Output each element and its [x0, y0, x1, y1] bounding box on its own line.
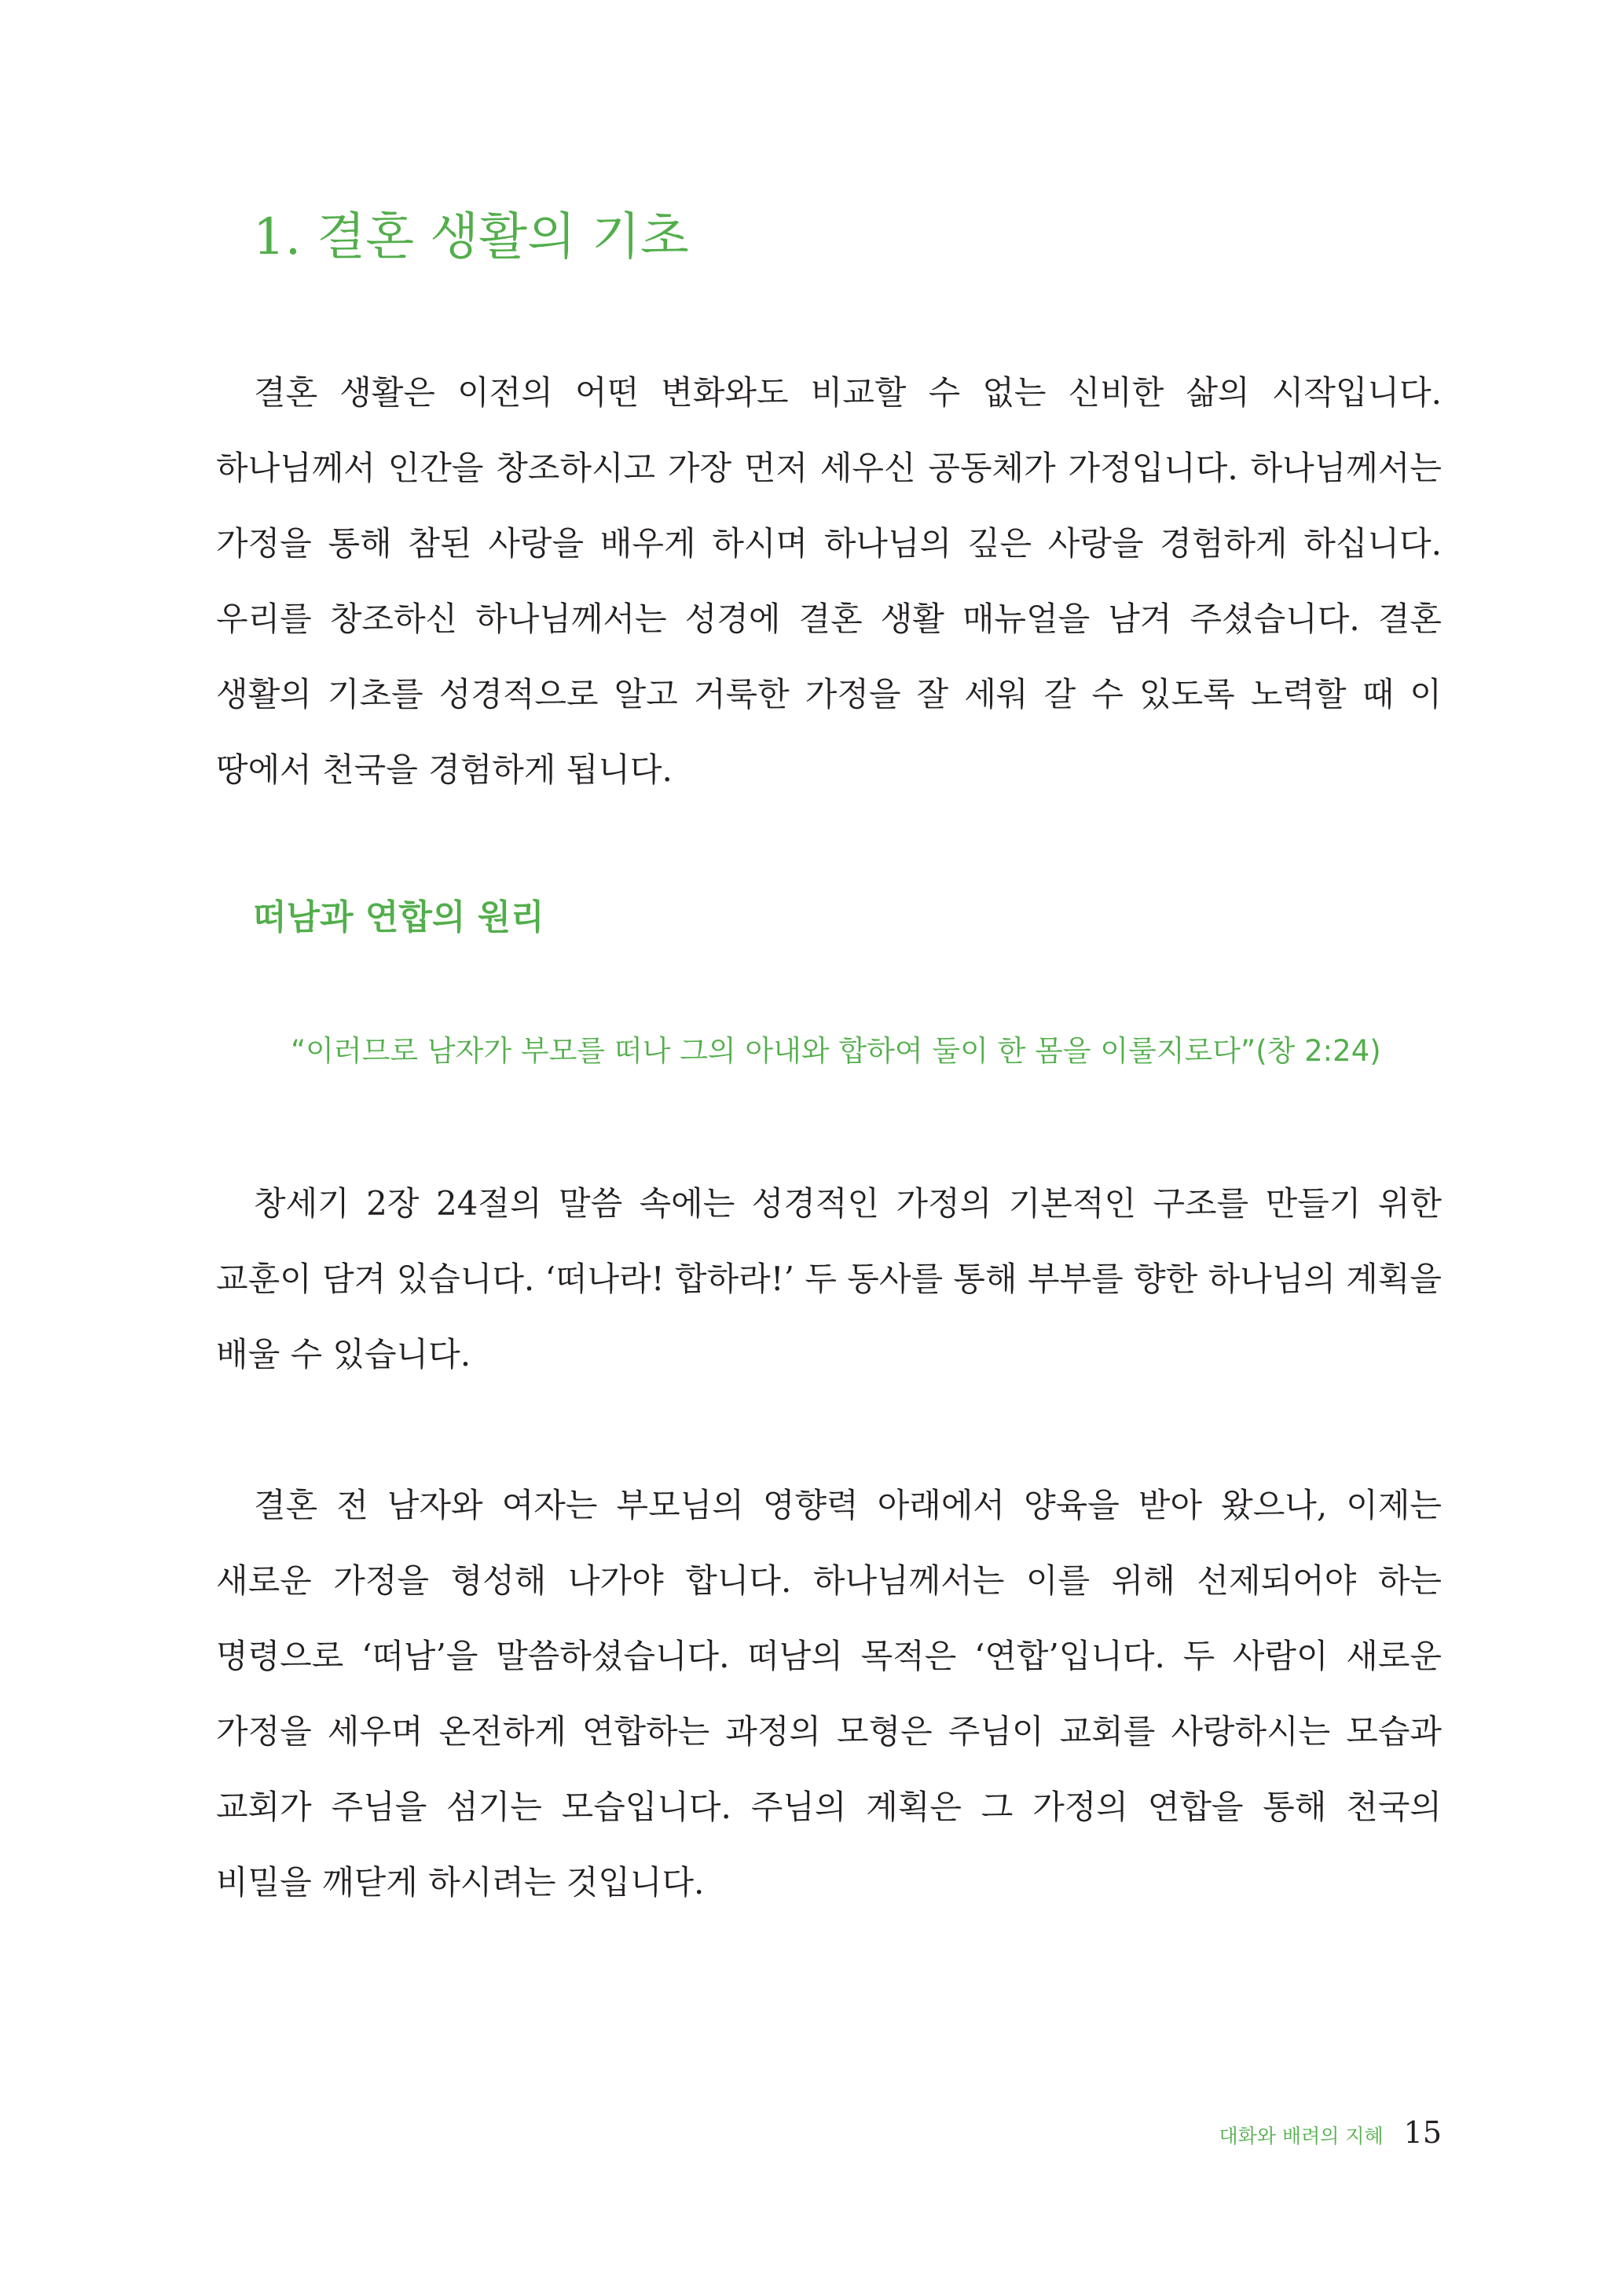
- body-paragraph: 창세기 2장 24절의 말씀 속에는 성경적인 가정의 기본적인 구조를 만들기 위한 교훈이 담겨 있습니다. ‘떠나라! 합하라!’ 두 동사를 통해 부부를 향한 하나님의 계획을 배울 수 있습니다.: [216, 1184, 1442, 1374]
- body-paragraph: 결혼 전 남자와 여자는 부모님의 영향력 아래에서 양육을 받아 왔으나, 이제는 새로운 가정을 형성해 나가야 합니다. 하나님께서는 이를 위해 선제되어야 하는 명령으로 ‘떠남’을 말씀하셨습니다. 떠남의 목적은 ‘연합’입니다. 두 사람이 새로운 가정을 세우며 온전하게 연합하는 과정의 모형은 주님이 교회를 사랑하시는 모습과 교회가 주님을 섬기는 모습입니다. 주님의 계획은 그 가정의 연합을 통해 천국의 비밀을 깨닫게 하시려는 것입니다.: [216, 1486, 1442, 1902]
- intro-paragraph: 결혼 생활은 이전의 어떤 변화와도 비교할 수 없는 신비한 삶의 시작입니다. 하나님께서 인간을 창조하시고 가장 먼저 세우신 공동체가 가정입니다. 하나님께서는 가정을 통해 참된 사랑을 배우게 하시며 하나님의 깊은 사랑을 경험하게 하십니다. 우리를 창조하신 하나님께서는 성경에 결혼 생활 매뉴얼을 남겨 주셨습니다. 결혼 생활의 기초를 성경적으로 알고 거룩한 가정을 잘 세워 갈 수 있도록 노력할 때 이 땅에서 천국을 경험하게 됩니다.: [216, 373, 1442, 789]
- running-footer-title: 대화와 배려의 지혜: [1219, 2125, 1384, 2147]
- section-heading: 떠남과 연합의 원리: [253, 897, 544, 937]
- page-footer: [1219, 2115, 1442, 2150]
- scripture-quote: “이러므로 남자가 부모를 떠나 그의 아내와 합하여 둘이 한 몸을 이룰지로다”(창 2:24): [291, 1034, 1381, 1068]
- chapter-title: 1. 결혼 생활의 기초: [253, 208, 689, 266]
- page-number: 15: [1403, 2115, 1442, 2150]
